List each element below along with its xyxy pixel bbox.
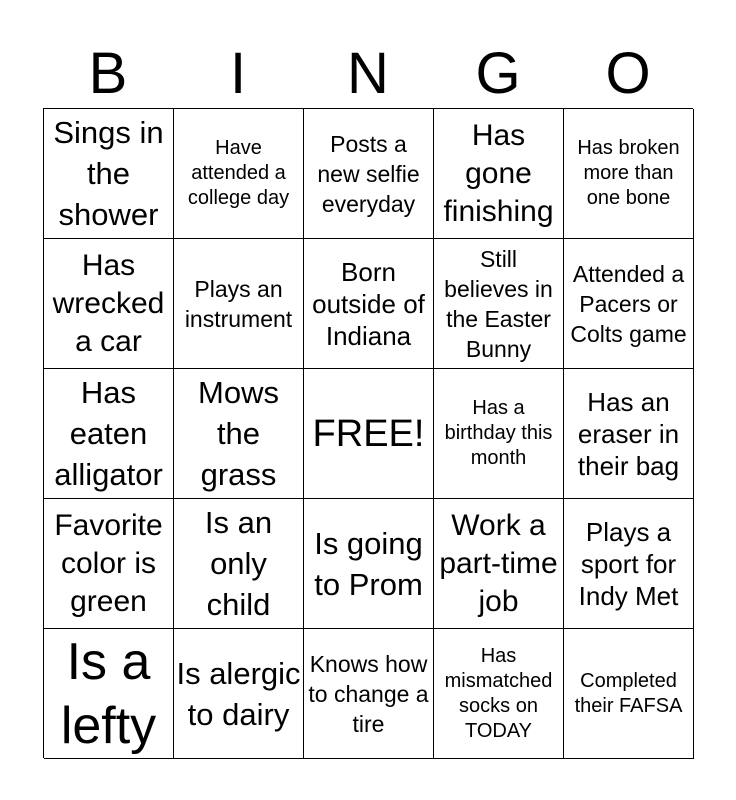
- bingo-cell-text: Has wrecked a car: [52, 248, 165, 358]
- header-letter-g: G: [475, 41, 521, 106]
- bingo-cell-text: Mows the grass: [198, 375, 279, 492]
- bingo-cell-text: Is alergic to dairy: [176, 655, 301, 732]
- bingo-cell-text: Plays a sport for Indy Met: [578, 516, 679, 611]
- bingo-cell-text: FREE!: [312, 412, 425, 455]
- bingo-cell[interactable]: [304, 369, 434, 499]
- bingo-cell-text: Favorite color is green: [54, 508, 163, 618]
- bingo-cell-text: Is an only child: [204, 505, 273, 622]
- bingo-cell[interactable]: [304, 109, 434, 239]
- bingo-cell-text: Is a lefty: [60, 632, 157, 755]
- header-letter-i: I: [229, 41, 247, 106]
- bingo-cell[interactable]: [564, 109, 694, 239]
- bingo-cell[interactable]: [174, 629, 304, 759]
- bingo-cell[interactable]: [434, 499, 564, 629]
- bingo-cell-text: Has an eraser in their bag: [577, 386, 680, 481]
- bingo-cell[interactable]: [434, 369, 564, 499]
- bingo-header: [43, 40, 693, 108]
- bingo-cell-text: Has a birthday this month: [444, 397, 553, 469]
- bingo-cell[interactable]: [564, 499, 694, 629]
- bingo-cell-text: Completed their FAFSA: [574, 669, 683, 717]
- bingo-cell-text: Has gone finishing: [443, 118, 554, 228]
- bingo-cell-text: Posts a new selfie everyday: [317, 130, 420, 217]
- bingo-cell-text: Plays an instrument: [184, 275, 293, 332]
- bingo-cell[interactable]: [564, 239, 694, 369]
- bingo-cell-text: Have attended a college day: [187, 137, 290, 209]
- bingo-cell[interactable]: [434, 629, 564, 759]
- bingo-cell[interactable]: [174, 109, 304, 239]
- bingo-cell[interactable]: [434, 109, 564, 239]
- header-letter-o: O: [605, 41, 651, 106]
- bingo-cell[interactable]: [434, 239, 564, 369]
- bingo-cell[interactable]: [44, 239, 174, 369]
- bingo-cell-text: Work a part-time job: [439, 508, 558, 618]
- bingo-cell-text: Has broken more than one bone: [577, 137, 680, 209]
- bingo-cell[interactable]: [564, 369, 694, 499]
- bingo-cell-text: Attended a Pacers or Colts game: [570, 260, 687, 347]
- bingo-grid: [43, 108, 693, 758]
- bingo-cell-text: Is going to Prom: [314, 525, 423, 602]
- bingo-cell[interactable]: [174, 499, 304, 629]
- bingo-cell-text: Born outside of Indiana: [312, 256, 425, 351]
- bingo-cell[interactable]: [304, 239, 434, 369]
- bingo-cell-text: Knows how to change a tire: [308, 650, 429, 737]
- bingo-cell[interactable]: [44, 499, 174, 629]
- bingo-cell-text: Has mismatched socks on TODAY: [444, 644, 553, 742]
- bingo-cell[interactable]: [174, 369, 304, 499]
- bingo-cell[interactable]: [304, 629, 434, 759]
- header-letter-b: B: [88, 41, 128, 106]
- bingo-cell-text: Has eaten alligator: [54, 375, 163, 492]
- bingo-cell[interactable]: [304, 499, 434, 629]
- header-letter-n: N: [347, 41, 389, 106]
- bingo-cell[interactable]: [44, 369, 174, 499]
- bingo-cell[interactable]: [174, 239, 304, 369]
- bingo-cell[interactable]: [564, 629, 694, 759]
- bingo-cell-text: Sings in the shower: [53, 115, 164, 232]
- bingo-cell[interactable]: [44, 109, 174, 239]
- bingo-cell[interactable]: [44, 629, 174, 759]
- bingo-cell-text: Still believes in the Easter Bunny: [444, 245, 553, 362]
